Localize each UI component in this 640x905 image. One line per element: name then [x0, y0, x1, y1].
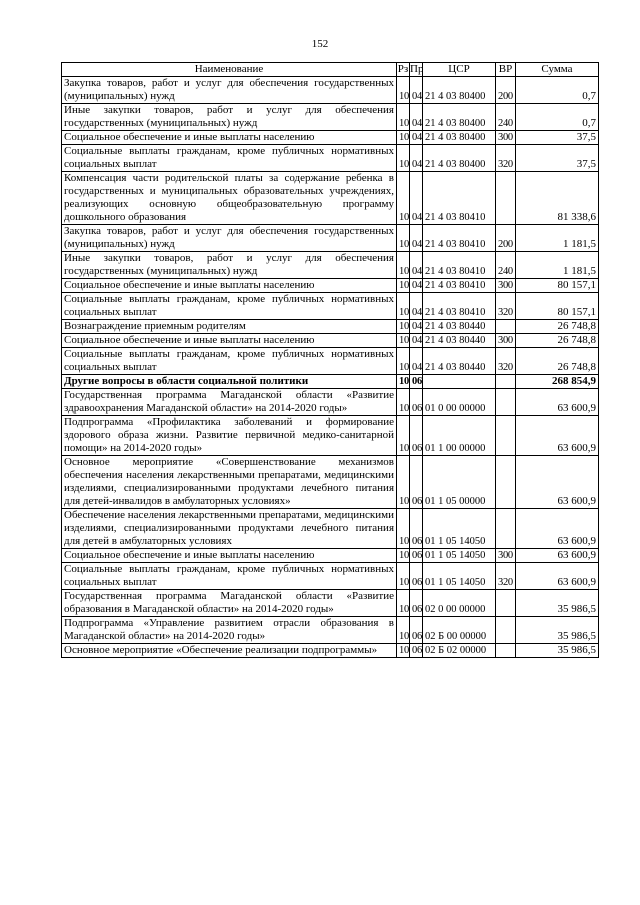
cell-name: Подпрограмма «Управление развитием отрасли образования в Магаданской области» на 2014-2020 годы» — [62, 617, 397, 644]
table-row — [62, 225, 599, 252]
cell-rz: 10 — [397, 293, 410, 320]
cell-csr — [423, 375, 496, 389]
header-vr: ВР — [496, 63, 516, 77]
cell-sum: 37,5 — [516, 131, 599, 145]
table-row — [62, 131, 599, 145]
cell-name: Основное мероприятие «Совершенствование механизмов обеспечения населения лекарственными препаратами, медицинскими изделиями, специализированными продуктами лечебного питания для детей-инвалидов в амбулаторных условиях» — [62, 456, 397, 509]
cell-name: Социальное обеспечение и иные выплаты населению — [62, 279, 397, 293]
cell-vr: 200 — [496, 225, 516, 252]
cell-vr — [496, 590, 516, 617]
cell-pr: 06 — [410, 617, 423, 644]
cell-name: Компенсация части родительской платы за содержание ребенка в государственных и муниципальных образовательных учреждениях, реализующих основную общеобразовательную программу дошкольного образования — [62, 172, 397, 225]
cell-csr: 21 4 03 80440 — [423, 348, 496, 375]
cell-rz: 10 — [397, 77, 410, 104]
cell-sum: 37,5 — [516, 145, 599, 172]
cell-sum: 63 600,9 — [516, 549, 599, 563]
table-row — [62, 334, 599, 348]
cell-vr: 240 — [496, 252, 516, 279]
cell-pr: 06 — [410, 644, 423, 658]
table-header-row — [62, 63, 599, 77]
cell-sum: 81 338,6 — [516, 172, 599, 225]
cell-sum: 1 181,5 — [516, 225, 599, 252]
cell-csr: 21 4 03 80410 — [423, 225, 496, 252]
table-row — [62, 252, 599, 279]
cell-rz: 10 — [397, 644, 410, 658]
cell-vr — [496, 172, 516, 225]
cell-name: Социальное обеспечение и иные выплаты населению — [62, 131, 397, 145]
cell-pr: 04 — [410, 131, 423, 145]
header-pr: Пр — [410, 63, 424, 75]
cell-csr: 21 4 03 80400 — [423, 131, 496, 145]
cell-sum: 35 986,5 — [516, 644, 599, 658]
cell-csr: 21 4 03 80400 — [423, 104, 496, 131]
cell-csr: 01 1 05 14050 — [423, 509, 496, 549]
cell-name: Социальные выплаты гражданам, кроме публичных нормативных социальных выплат — [62, 348, 397, 375]
cell-csr: 01 1 00 00000 — [423, 416, 496, 456]
cell-sum: 0,7 — [516, 77, 599, 104]
cell-vr: 300 — [496, 334, 516, 348]
table-row — [62, 77, 599, 104]
cell-rz: 10 — [397, 131, 410, 145]
cell-csr: 02 0 00 00000 — [423, 590, 496, 617]
cell-sum: 63 600,9 — [516, 456, 599, 509]
cell-rz: 10 — [397, 549, 410, 563]
cell-sum: 63 600,9 — [516, 509, 599, 549]
cell-name: Государственная программа Магаданской области «Развитие здравоохранения Магаданской области» на 2014-2020 годы» — [62, 389, 397, 416]
cell-rz: 10 — [397, 225, 410, 252]
cell-vr: 200 — [496, 77, 516, 104]
cell-sum: 63 600,9 — [516, 563, 599, 590]
cell-pr: 04 — [410, 334, 423, 348]
cell-rz: 10 — [397, 279, 410, 293]
cell-vr — [496, 617, 516, 644]
cell-name: Закупка товаров, работ и услуг для обеспечения государственных (муниципальных) нужд — [62, 225, 397, 252]
cell-vr: 240 — [496, 104, 516, 131]
cell-csr: 21 4 03 80410 — [423, 293, 496, 320]
cell-name: Обеспечение населения лекарственными препаратами, медицинскими изделиями, специализированными продуктами лечебного питания для детей в амбулаторных условиях — [62, 509, 397, 549]
cell-name: Другие вопросы в области социальной политики — [62, 375, 397, 389]
cell-rz: 10 — [397, 252, 410, 279]
cell-pr: 06 — [410, 416, 423, 456]
cell-csr: 01 1 05 00000 — [423, 456, 496, 509]
cell-name: Социальное обеспечение и иные выплаты населению — [62, 334, 397, 348]
page-number: 152 — [311, 38, 329, 50]
header-name: Наименование — [62, 63, 397, 77]
cell-name: Закупка товаров, работ и услуг для обеспечения государственных (муниципальных) нужд — [62, 77, 397, 104]
cell-rz: 10 — [397, 590, 410, 617]
cell-name: Государственная программа Магаданской области «Развитие образования в Магаданской области» на 2014-2020 годы» — [62, 590, 397, 617]
cell-sum: 26 748,8 — [516, 320, 599, 334]
cell-sum: 63 600,9 — [516, 389, 599, 416]
cell-vr: 320 — [496, 145, 516, 172]
table-row — [62, 456, 599, 509]
cell-csr: 01 1 05 14050 — [423, 549, 496, 563]
cell-pr: 04 — [410, 225, 423, 252]
cell-pr: 04 — [410, 320, 423, 334]
cell-name: Социальные выплаты гражданам, кроме публичных нормативных социальных выплат — [62, 145, 397, 172]
cell-pr: 04 — [410, 293, 423, 320]
cell-vr: 300 — [496, 549, 516, 563]
cell-pr: 04 — [410, 348, 423, 375]
table-row — [62, 145, 599, 172]
cell-pr: 06 — [410, 375, 423, 389]
cell-vr — [496, 509, 516, 549]
cell-rz: 10 — [397, 456, 410, 509]
cell-rz: 10 — [397, 320, 410, 334]
cell-name: Социальные выплаты гражданам, кроме публичных нормативных социальных выплат — [62, 293, 397, 320]
cell-name: Вознаграждение приемным родителям — [62, 320, 397, 334]
cell-vr — [496, 389, 516, 416]
cell-sum: 26 748,8 — [516, 334, 599, 348]
cell-rz: 10 — [397, 145, 410, 172]
cell-pr: 06 — [410, 509, 423, 549]
cell-rz: 10 — [397, 389, 410, 416]
cell-pr: 06 — [410, 549, 423, 563]
cell-rz: 10 — [397, 509, 410, 549]
table-row — [62, 416, 599, 456]
cell-name: Иные закупки товаров, работ и услуг для обеспечения государственных (муниципальных) нужд — [62, 104, 397, 131]
cell-vr: 300 — [496, 131, 516, 145]
cell-pr: 04 — [410, 252, 423, 279]
cell-sum: 35 986,5 — [516, 590, 599, 617]
budget-table — [61, 62, 599, 658]
table-row — [62, 104, 599, 131]
cell-pr: 06 — [410, 389, 423, 416]
cell-vr — [496, 416, 516, 456]
cell-sum: 1 181,5 — [516, 252, 599, 279]
cell-rz: 10 — [397, 617, 410, 644]
cell-csr: 21 4 03 80440 — [423, 320, 496, 334]
cell-csr: 21 4 03 80400 — [423, 77, 496, 104]
cell-sum: 0,7 — [516, 104, 599, 131]
cell-name: Социальные выплаты гражданам, кроме публичных нормативных социальных выплат — [62, 563, 397, 590]
cell-rz: 10 — [397, 563, 410, 590]
cell-vr — [496, 375, 516, 389]
table-row — [62, 375, 599, 389]
cell-pr: 04 — [410, 104, 423, 131]
cell-vr: 320 — [496, 348, 516, 375]
cell-pr: 04 — [410, 279, 423, 293]
cell-rz: 10 — [397, 416, 410, 456]
cell-rz: 10 — [397, 375, 410, 389]
cell-sum: 35 986,5 — [516, 617, 599, 644]
table-body — [62, 77, 599, 658]
cell-vr — [496, 456, 516, 509]
header-rz: Рз — [397, 63, 409, 75]
cell-pr: 06 — [410, 456, 423, 509]
cell-csr: 02 Б 00 00000 — [423, 617, 496, 644]
table-row — [62, 348, 599, 375]
cell-sum: 63 600,9 — [516, 416, 599, 456]
cell-csr: 21 4 03 80440 — [423, 334, 496, 348]
cell-vr — [496, 644, 516, 658]
table-row — [62, 509, 599, 549]
table-row — [62, 644, 599, 658]
header-csr: ЦСР — [423, 63, 496, 77]
cell-vr: 300 — [496, 279, 516, 293]
cell-csr: 21 4 03 80410 — [423, 172, 496, 225]
cell-sum: 80 157,1 — [516, 293, 599, 320]
cell-csr: 02 Б 02 00000 — [423, 644, 496, 658]
cell-name: Социальное обеспечение и иные выплаты населению — [62, 549, 397, 563]
cell-csr: 21 4 03 80400 — [423, 145, 496, 172]
cell-pr: 04 — [410, 145, 423, 172]
table-row — [62, 617, 599, 644]
cell-pr: 04 — [410, 77, 423, 104]
cell-pr: 04 — [410, 172, 423, 225]
cell-sum: 268 854,9 — [516, 375, 599, 389]
cell-sum: 26 748,8 — [516, 348, 599, 375]
table-row — [62, 320, 599, 334]
table-row — [62, 279, 599, 293]
cell-pr: 06 — [410, 590, 423, 617]
cell-pr: 06 — [410, 563, 423, 590]
header-sum: Сумма — [516, 63, 599, 77]
cell-rz: 10 — [397, 334, 410, 348]
cell-name: Основное мероприятие «Обеспечение реализации подпрограммы» — [62, 644, 397, 658]
cell-vr: 320 — [496, 563, 516, 590]
table-row — [62, 549, 599, 563]
table-row — [62, 389, 599, 416]
cell-rz: 10 — [397, 104, 410, 131]
cell-vr: 320 — [496, 293, 516, 320]
table-row — [62, 563, 599, 590]
cell-csr: 01 0 00 00000 — [423, 389, 496, 416]
cell-name: Иные закупки товаров, работ и услуг для обеспечения государственных (муниципальных) нужд — [62, 252, 397, 279]
cell-csr: 21 4 03 80410 — [423, 252, 496, 279]
cell-csr: 01 1 05 14050 — [423, 563, 496, 590]
table-row — [62, 590, 599, 617]
cell-name: Подпрограмма «Профилактика заболеваний и формирование здорового образа жизни. Развитие первичной медико-санитарной помощи» на 2014-2020 годы» — [62, 416, 397, 456]
cell-sum: 80 157,1 — [516, 279, 599, 293]
table-row — [62, 172, 599, 225]
table-row — [62, 293, 599, 320]
cell-rz: 10 — [397, 172, 410, 225]
cell-rz: 10 — [397, 348, 410, 375]
cell-csr: 21 4 03 80410 — [423, 279, 496, 293]
cell-vr — [496, 320, 516, 334]
